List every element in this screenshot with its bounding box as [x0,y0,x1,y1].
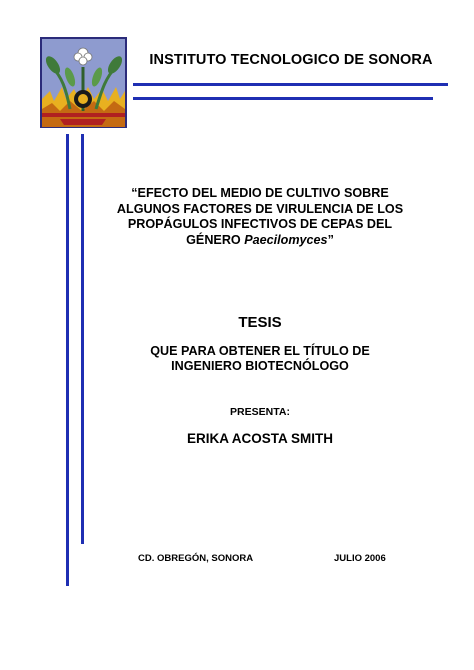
institution-crest-logo [40,37,127,128]
thesis-title-text: “EFECTO DEL MEDIO DE CULTIVO SOBRE ALGUNOS FACTORES DE VIRULENCIA DE LOS PROPÁGULOS INFECTIVOS DE CEPAS DEL GÉNERO [116,186,404,247]
degree-purpose-line1: QUE PARA OBTENER EL TÍTULO DE [150,344,370,358]
institution-name: INSTITUTO TECNOLOGICO DE SONORA [149,52,433,68]
degree-purpose-line2: INGENIERO BIOTECNÓLOGO [171,359,349,373]
thesis-title-genus: Paecilomyces [244,232,328,247]
footer-place: CD. OBREGÓN, SONORA [138,553,254,564]
degree-purpose [100,344,420,374]
left-rule-1 [66,134,69,586]
left-rule-2 [81,134,84,544]
top-rule-1 [133,83,448,86]
thesis-title-close-quote: ” [327,232,334,247]
footer-date: JULIO 2006 [334,553,386,564]
thesis-title [108,186,412,248]
top-rule-2 [133,97,433,100]
crest-icon [40,37,127,128]
author-name: ERIKA ACOSTA SMITH [187,431,333,446]
thesis-label: TESIS [238,314,282,331]
presenta-label: PRESENTA: [230,406,290,418]
